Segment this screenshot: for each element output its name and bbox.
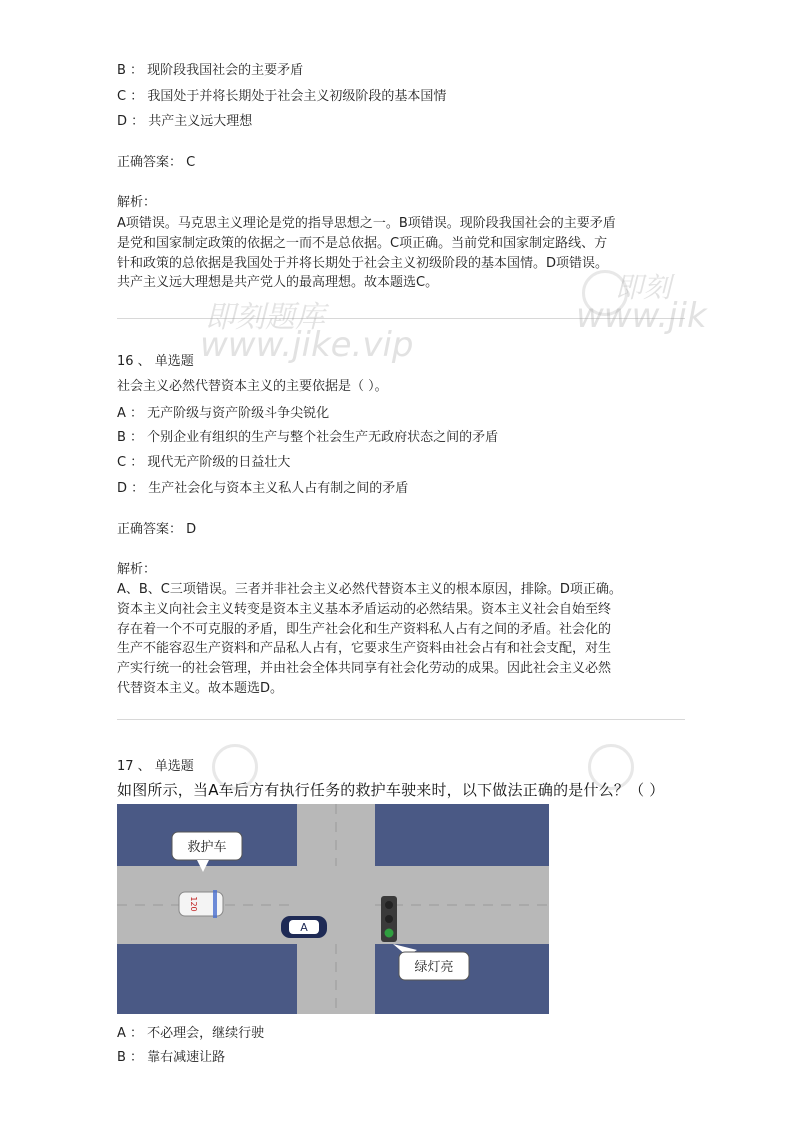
analysis-line: 针和政策的总依据是我国处于并将长期处于社会主义初级阶段的基本国情。D项错误。 [117,255,609,271]
q16-answer: 正确答案： D [117,522,197,537]
q16-analysis-label: 解析： [117,562,157,577]
intersection-illustration [117,804,549,1014]
watermark-text: 即刻题库 [205,300,325,335]
watermark-text: 即刻 [615,271,672,304]
q15-analysis-label: 解析： [117,195,157,210]
light-label: 绿灯亮 [414,960,454,975]
analysis-line: 存在着一个不可克服的矛盾，即生产社会化和生产资料私人占有之间的矛盾。社会化的 [117,621,612,637]
analysis-line: 产实行统一的社会管理，并由社会全体共同享有社会化劳动的成果。因此社会主义必然 [117,661,612,677]
car-a-label: A [300,921,308,934]
q15-option-b: B ： 现阶段我国社会的主要矛盾 [117,63,304,78]
q15-option-d: D ： 共产主义远大理想 [117,114,253,129]
watermark-panda-icon [582,270,628,316]
q15-answer: 正确答案： C [117,155,196,170]
analysis-line: 资本主义向社会主义转变是资本主义基本矛盾运动的必然结果。资本主义社会自始至终 [117,601,612,617]
q16-option-b: B ： 个别企业有组织的生产与整个社会生产无政府状态之间的矛盾 [117,430,499,445]
q16-analysis [117,580,692,699]
q16-question: 社会主义必然代替资本主义的主要依据是（ ）。 [117,379,388,394]
analysis-line: 是党和国家制定政策的依据之一而不是总依据。C项正确。当前党和国家制定路线、方 [117,235,608,251]
q16-option-c: C ： 现代无产阶级的日益壮大 [117,455,291,470]
q17-option-b: B ： 靠右减速让路 [117,1050,226,1065]
q15-option-c: C ： 我国处于并将长期处于社会主义初级阶段的基本国情 [117,89,447,104]
divider [117,719,685,720]
q16-option-d: D ： 生产社会化与资本主义私人占有制之间的矛盾 [117,481,409,496]
watermark-panda-icon [588,744,634,790]
watermark-url: www.jik [576,296,707,336]
watermark-panda-icon [212,744,258,790]
traffic-figure [117,804,549,1014]
analysis-line: A、B、C三项错误。三者并非社会主义必然代替资本主义的根本原因，排除。D项正确。 [117,582,622,597]
analysis-line: 代替资本主义。故本题选D。 [117,680,284,696]
ambulance-label: 救护车 [187,840,227,855]
q16-option-a: A ： 无产阶级与资产阶级斗争尖锐化 [117,406,330,421]
q17-header: 17 、 单选题 [117,759,194,774]
ambulance-number: 120 [189,896,198,912]
analysis-line: 共产主义远大理想是共产党人的最高理想。故本题选C。 [117,275,439,291]
divider [117,318,685,319]
q16-header: 16 、 单选题 [117,354,194,369]
analysis-line: 生产不能容忍生产资料和产品私人占有，它要求生产资料由社会占有和社会支配，对生 [117,641,612,657]
q17-option-a: A ： 不必理会，继续行驶 [117,1026,265,1041]
watermark-url: www.jike.vip [200,325,414,365]
q17-question: 如图所示，当A车后方有执行任务的救护车驶来时，以下做法正确的是什么？（ ） [117,781,665,799]
analysis-line: A项错误。马克思主义理论是党的指导思想之一。B项错误。现阶段我国社会的主要矛盾 [117,216,616,231]
